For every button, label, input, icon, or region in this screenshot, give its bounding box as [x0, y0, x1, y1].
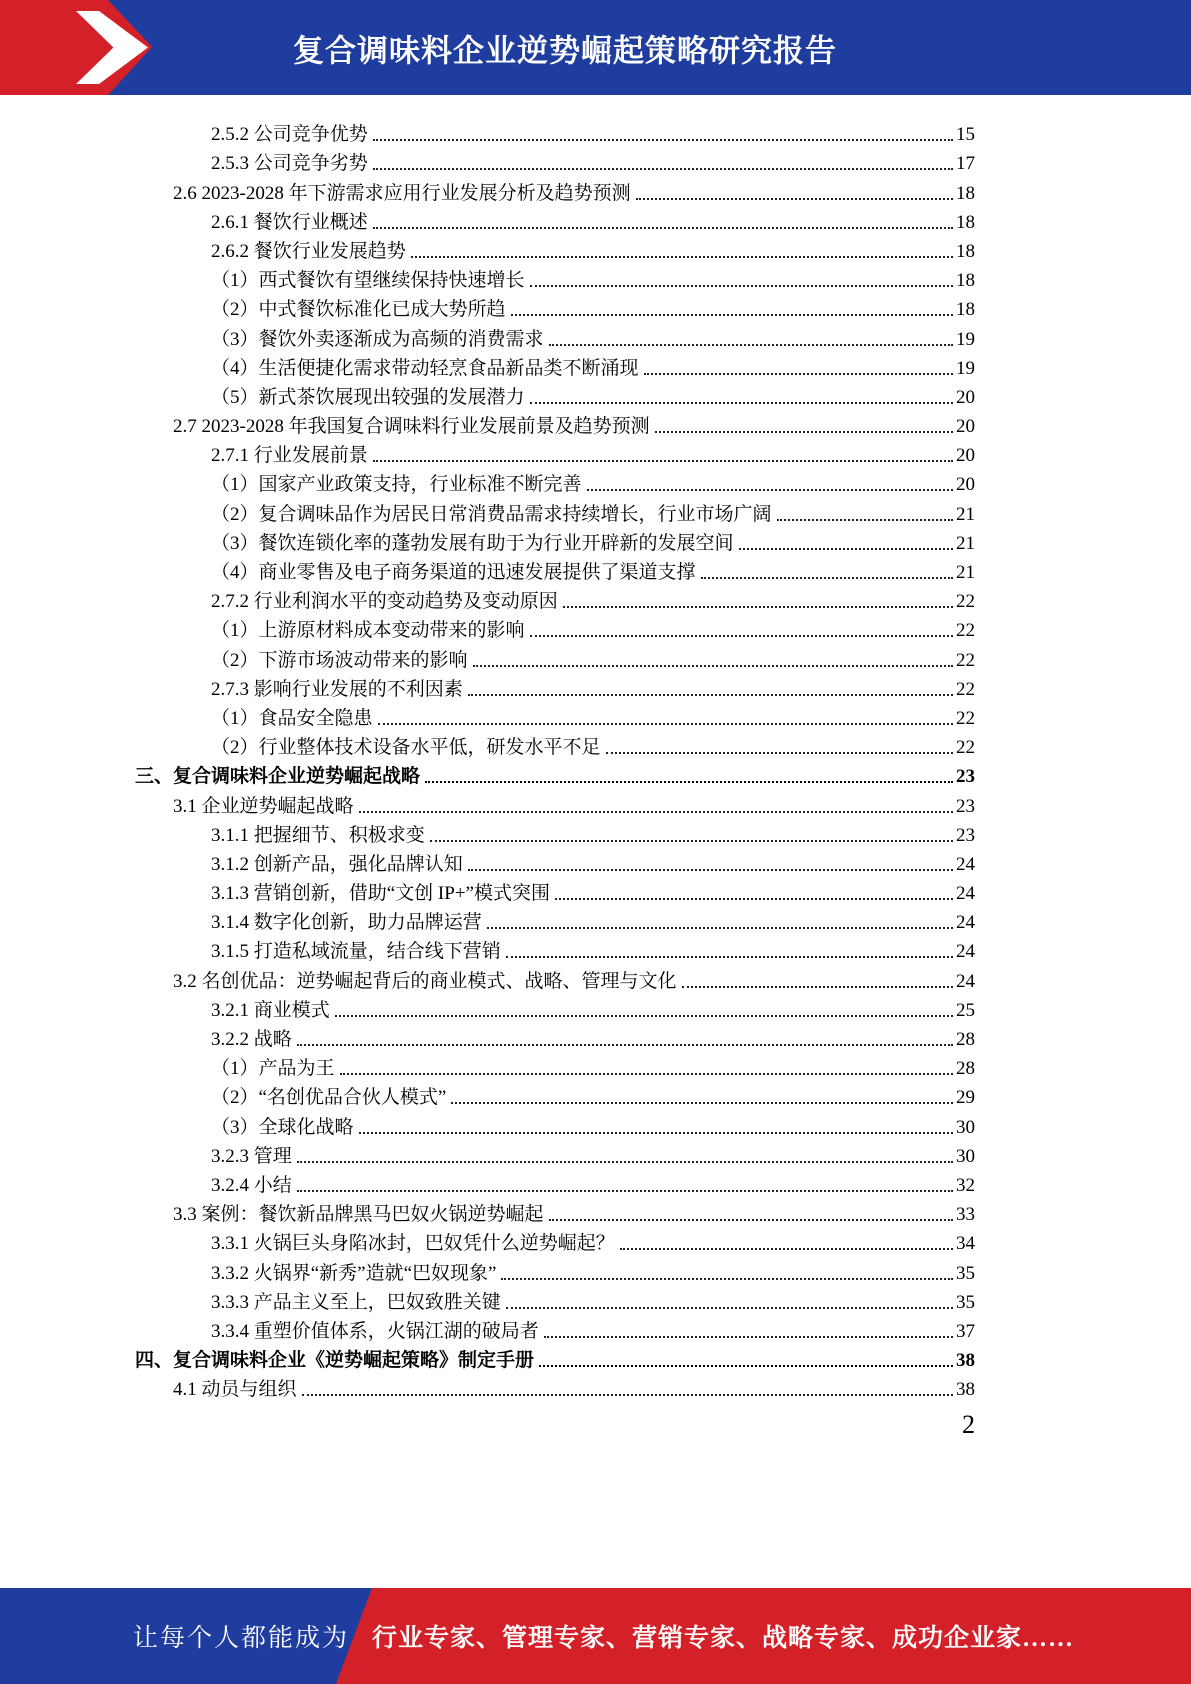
- toc-entry: [135, 584, 975, 613]
- toc-page-number: 17: [956, 153, 975, 175]
- toc-entry-text: 3.3.1 火锅巨头身陷冰封，巴奴凭什么逆势崛起？: [211, 1233, 615, 1255]
- toc-page-number: 22: [956, 707, 975, 729]
- footer-slogan-right: 行业专家、管理专家、营销专家、战略专家、成功企业家……: [372, 1625, 1075, 1652]
- toc-entry: [135, 205, 975, 234]
- toc-page-number: 22: [956, 649, 975, 671]
- dot-leader: [739, 548, 953, 550]
- toc-page-number: 20: [956, 416, 975, 438]
- toc-page-number: 33: [956, 1204, 975, 1226]
- toc-entry: [135, 1314, 975, 1343]
- dot-leader: [511, 314, 953, 316]
- dot-leader: [378, 723, 953, 725]
- dot-leader: [530, 402, 953, 404]
- toc-entry: [135, 1139, 975, 1168]
- dot-leader: [297, 1044, 953, 1046]
- dot-leader: [373, 139, 953, 141]
- toc-page-number: 35: [956, 1291, 975, 1313]
- header-banner: [0, 0, 1191, 95]
- toc-entry: [135, 438, 975, 467]
- toc-list: [135, 117, 975, 1401]
- dot-leader: [468, 869, 953, 871]
- toc-page-number: 20: [956, 386, 975, 408]
- toc-page-number: 30: [956, 1145, 975, 1167]
- toc-entry: [135, 117, 975, 146]
- toc-entry: [135, 526, 975, 555]
- toc-entry-text: 3.2.2 战略: [211, 1029, 292, 1050]
- toc-entry-text: 四、复合调味料企业《逆势崛起策略》制定手册: [135, 1350, 535, 1372]
- toc-entry-text: （4）商业零售及电子商务渠道的迅速发展提供了渠道支撑: [211, 562, 696, 583]
- dot-leader: [373, 460, 953, 462]
- dot-leader: [636, 198, 953, 200]
- dot-leader: [682, 986, 953, 988]
- dot-leader: [473, 665, 953, 667]
- toc-page-number: 18: [956, 270, 975, 292]
- dot-leader: [544, 1336, 953, 1338]
- toc-entry-text: 3.2.4 小结: [211, 1174, 292, 1196]
- toc-entry: [135, 555, 975, 584]
- dot-leader: [530, 635, 953, 637]
- toc-entry-text: 3.1.1 把握细节、积极求变: [211, 824, 425, 846]
- dot-leader: [530, 285, 953, 287]
- toc-entry-text: 2.7 2023-2028 年我国复合调味料行业发展前景及趋势预测: [173, 416, 650, 438]
- toc-entry-text: 2.7.3 影响行业发展的不利因素: [211, 678, 463, 700]
- toc-entry-text: （2）行业整体技术设备水平低，研发水平不足: [211, 737, 601, 759]
- toc-entry-text: （1）国家产业政策支持，行业标准不断完善: [211, 474, 582, 496]
- toc-page-number: 23: [956, 795, 975, 817]
- toc-entry-text: 3.1 企业逆势崛起战略: [173, 795, 354, 817]
- toc-page-number: 19: [956, 328, 975, 350]
- dot-leader: [411, 256, 953, 258]
- toc-entry: [135, 1051, 975, 1080]
- dot-leader: [539, 1365, 953, 1367]
- toc-entry-text: 3.2.3 管理: [211, 1145, 292, 1167]
- toc-entry: [135, 672, 975, 701]
- dot-leader: [506, 956, 953, 958]
- toc-entry: [135, 759, 975, 788]
- toc-entry: [135, 1372, 975, 1401]
- toc-page-number: 19: [956, 357, 975, 379]
- dot-leader: [701, 577, 953, 579]
- toc-entry-text: 3.3.4 重塑价值体系，火锅江湖的破局者: [211, 1320, 539, 1342]
- toc-page-number: 24: [956, 883, 975, 905]
- page-number: 2: [962, 1410, 975, 1439]
- dot-leader: [373, 168, 953, 170]
- dot-leader: [549, 1219, 953, 1221]
- toc-page-number: 21: [956, 503, 975, 525]
- toc-entry-text: 3.1.2 创新产品，强化品牌认知: [211, 853, 463, 875]
- toc-entry: [135, 1022, 975, 1051]
- toc-page-number: 20: [956, 445, 975, 467]
- dot-leader: [359, 811, 953, 813]
- toc-entry-text: 2.5.3 公司竞争劣势: [211, 153, 368, 175]
- toc-entry: [135, 351, 975, 380]
- dot-leader: [335, 1015, 953, 1017]
- toc-entry-text: （1）上游原材料成本变动带来的影响: [211, 620, 525, 642]
- toc-entry-text: 3.2.1 商业模式: [211, 999, 330, 1021]
- dot-leader: [549, 344, 953, 346]
- toc-page-number: 21: [956, 562, 975, 583]
- toc-entry-text: 2.6.2 餐饮行业发展趋势: [211, 240, 406, 262]
- toc-page-number: 20: [956, 474, 975, 496]
- toc-entry: [135, 1226, 975, 1255]
- toc-page-number: 24: [956, 941, 975, 963]
- toc-entry-text: 2.6.1 餐饮行业概述: [211, 211, 368, 233]
- toc-entry-text: 3.3 案例：餐饮新品牌黑马巴奴火锅逆势崛起: [173, 1204, 544, 1226]
- toc-entry: [135, 467, 975, 496]
- dot-leader: [501, 1278, 953, 1280]
- footer-banner: [0, 1588, 1191, 1684]
- toc-page-number: 30: [956, 1116, 975, 1138]
- toc-page-number: 15: [956, 124, 975, 146]
- dot-leader: [606, 752, 953, 754]
- dot-leader: [777, 519, 953, 521]
- toc-entry: [135, 905, 975, 934]
- toc-entry-text: 3.2 名创优品：逆势崛起背后的商业模式、战略、管理与文化: [173, 970, 677, 992]
- dot-leader: [302, 1394, 953, 1396]
- dot-leader: [555, 898, 953, 900]
- toc-entry: [135, 613, 975, 642]
- toc-entry: [135, 701, 975, 730]
- toc-entry-text: 3.1.3 营销创新，借助“文创 IP+”模式突围: [211, 883, 550, 905]
- toc-page-number: 22: [956, 620, 975, 642]
- toc-entry: [135, 234, 975, 263]
- toc-entry: [135, 1197, 975, 1226]
- toc-page-number: 23: [956, 766, 975, 788]
- toc-page-number: 28: [956, 1029, 975, 1050]
- toc-page-number: 37: [956, 1320, 975, 1342]
- toc-page-number: 34: [956, 1233, 975, 1255]
- toc-entry: [135, 146, 975, 175]
- toc-entry-text: （2）“名创优品合伙人模式”: [211, 1087, 447, 1109]
- toc-page-number: 24: [956, 912, 975, 934]
- toc-page-number: 24: [956, 853, 975, 875]
- toc-page-number: 21: [956, 532, 975, 554]
- toc-entry: [135, 292, 975, 321]
- dot-leader: [425, 781, 953, 783]
- toc-entry: [135, 963, 975, 992]
- dot-leader: [563, 606, 953, 608]
- toc-entry-text: 3.3.3 产品主义至上，巴奴致胜关键: [211, 1291, 501, 1313]
- dot-leader: [373, 227, 953, 229]
- toc-page-number: 28: [956, 1058, 975, 1080]
- toc-entry-text: （4）生活便捷化需求带动轻烹食品新品类不断涌现: [211, 357, 639, 379]
- toc-page-number: 24: [956, 970, 975, 992]
- dot-leader: [297, 1161, 953, 1163]
- dot-leader: [487, 927, 953, 929]
- toc-entry: [135, 380, 975, 409]
- dot-leader: [340, 1073, 953, 1075]
- toc-page-number: 18: [956, 240, 975, 262]
- toc-entry: [135, 818, 975, 847]
- toc-entry: [135, 788, 975, 817]
- dot-leader: [587, 489, 953, 491]
- toc-entry-text: 3.1.4 数字化创新，助力品牌运营: [211, 912, 482, 934]
- toc-entry-text: （2）中式餐饮标准化已成大势所趋: [211, 299, 506, 321]
- toc-page-number: 38: [956, 1379, 975, 1401]
- dot-leader: [644, 373, 953, 375]
- dot-leader: [506, 1307, 953, 1309]
- toc-entry-text: 2.5.2 公司竞争优势: [211, 124, 368, 146]
- toc-entry: [135, 847, 975, 876]
- toc-page-number: 18: [956, 182, 975, 204]
- report-title: 复合调味料企业逆势崛起策略研究报告: [293, 33, 837, 68]
- toc-entry-text: 2.7.1 行业发展前景: [211, 445, 368, 467]
- toc-entry: [135, 1080, 975, 1109]
- toc-entry-text: （2）复合调味品作为居民日常消费品需求持续增长，行业市场广阔: [211, 503, 772, 525]
- toc-entry-text: （3）全球化战略: [211, 1116, 354, 1138]
- toc-entry-text: （2）下游市场波动带来的影响: [211, 649, 468, 671]
- toc-entry-text: 4.1 动员与组织: [173, 1379, 297, 1401]
- toc-page-number: 22: [956, 678, 975, 700]
- toc-page-number: 18: [956, 299, 975, 321]
- toc-entry: [135, 496, 975, 525]
- toc-entry: [135, 321, 975, 350]
- dot-leader: [468, 694, 953, 696]
- toc-entry-text: 3.1.5 打造私域流量，结合线下营销: [211, 941, 501, 963]
- toc-page-number: 22: [956, 591, 975, 613]
- toc-entry: [135, 1285, 975, 1314]
- toc-entry: [135, 730, 975, 759]
- toc-entry: [135, 642, 975, 671]
- toc-page-number: 22: [956, 737, 975, 759]
- toc-entry-text: （1）食品安全隐患: [211, 707, 373, 729]
- toc-page-number: 23: [956, 824, 975, 846]
- dot-leader: [655, 431, 953, 433]
- toc-page-number: 35: [956, 1262, 975, 1284]
- toc-page-number: 25: [956, 999, 975, 1021]
- dot-leader: [451, 1102, 953, 1104]
- toc-entry: [135, 409, 975, 438]
- toc-page-number: 38: [956, 1350, 975, 1372]
- dot-leader: [359, 1132, 953, 1134]
- toc-entry-text: 2.7.2 行业利润水平的变动趋势及变动原因: [211, 591, 558, 613]
- toc-entry: [135, 175, 975, 204]
- toc-entry-text: （5）新式茶饮展现出较强的发展潜力: [211, 386, 525, 408]
- toc-entry: [135, 993, 975, 1022]
- toc-entry-text: 3.3.2 火锅界“新秀”造就“巴奴现象”: [211, 1262, 497, 1284]
- toc-entry: [135, 876, 975, 905]
- toc-entry: [135, 934, 975, 963]
- toc-entry-text: （3）餐饮连锁化率的蓬勃发展有助于为行业开辟新的发展空间: [211, 532, 734, 554]
- toc-entry: [135, 1109, 975, 1138]
- toc-entry-text: （1）产品为王: [211, 1058, 335, 1080]
- toc-entry-text: 2.6 2023-2028 年下游需求应用行业发展分析及趋势预测: [173, 182, 631, 204]
- toc-entry-text: （3）餐饮外卖逐渐成为高频的消费需求: [211, 328, 544, 350]
- toc-entry: [135, 1343, 975, 1372]
- toc-entry: [135, 263, 975, 292]
- toc-entry-text: 三、复合调味料企业逆势崛起战略: [135, 766, 421, 788]
- toc-page-number: 29: [956, 1087, 975, 1109]
- dot-leader: [620, 1248, 953, 1250]
- dot-leader: [430, 840, 953, 842]
- toc-entry: [135, 1255, 975, 1284]
- toc-entry: [135, 1168, 975, 1197]
- toc-page-number: 32: [956, 1174, 975, 1196]
- toc-entry-text: （1）西式餐饮有望继续保持快速增长: [211, 270, 525, 292]
- toc-page-number: 18: [956, 211, 975, 233]
- dot-leader: [297, 1190, 953, 1192]
- footer-slogan-left: 让每个人都能成为: [133, 1624, 350, 1652]
